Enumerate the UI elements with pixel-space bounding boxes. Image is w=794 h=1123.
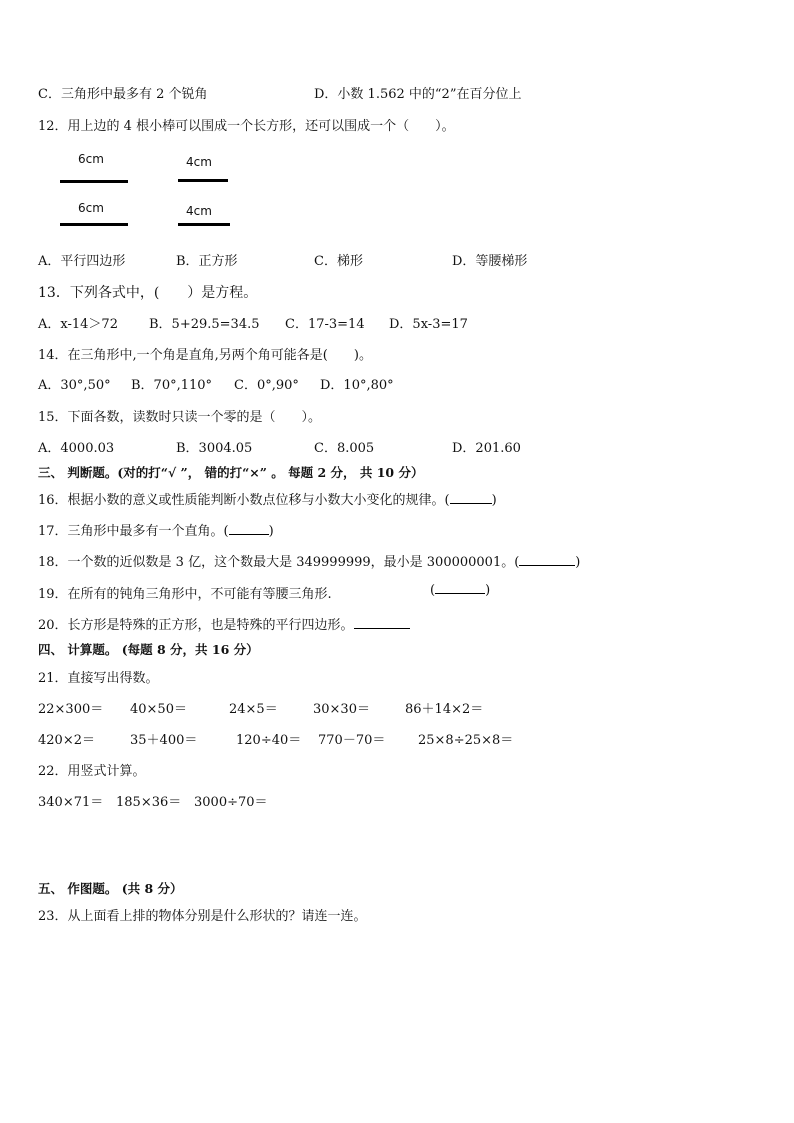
- q13-options: [0, 313, 794, 331]
- calc-item: 420×2＝: [38, 733, 95, 748]
- q21-row-2: [0, 729, 794, 747]
- q12-options: [0, 250, 794, 268]
- stick-label: 4cm: [186, 155, 212, 169]
- q11-option-c: C．三角形中最多有 2 个锐角: [38, 87, 208, 102]
- option-c: C．8.005: [314, 441, 375, 456]
- option-a: A．x-14＞72: [38, 317, 118, 332]
- option-a: A．4000.03: [38, 441, 115, 456]
- calc-item: 25×8÷25×8＝: [418, 733, 514, 748]
- stick-4cm: [178, 223, 230, 226]
- stick-6cm: [60, 180, 128, 183]
- q12-stem: 12．用上边的 4 根小棒可以围成一个长方形，还可以围成一个（ ）。: [38, 119, 455, 134]
- q20-stem: 20．长方形是特殊的正方形，也是特殊的平行四边形。: [38, 618, 354, 633]
- q19-answer: [430, 583, 490, 598]
- option-d: D．10°,80°: [320, 378, 394, 393]
- section-5-title: 五、 作图题。 (共 8 分）: [38, 881, 183, 896]
- q21-row-1: [0, 698, 794, 716]
- q17: [38, 520, 274, 539]
- answer-blank[interactable]: [450, 503, 492, 504]
- stick-label: 6cm: [78, 201, 104, 215]
- option-c: C．梯形: [314, 254, 363, 269]
- q17-close: ): [268, 524, 274, 539]
- option-c: C．0°,90°: [234, 378, 299, 393]
- q19-close: ): [485, 583, 491, 598]
- calc-item: 120÷40＝: [236, 733, 302, 748]
- answer-blank[interactable]: [435, 593, 485, 594]
- stick-label: 6cm: [78, 152, 104, 166]
- q17-stem: 17．三角形中最多有一个直角。(: [38, 524, 229, 539]
- stick-label: 4cm: [186, 204, 212, 218]
- q23-stem: 23．从上面看上排的物体分别是什么形状的？请连一连。: [38, 909, 367, 924]
- q13-stem: 13．下列各式中，( ）是方程。: [38, 285, 258, 301]
- q19-open: (: [430, 583, 436, 598]
- calc-item: 185×36＝: [116, 795, 182, 810]
- q22-stem: 22．用竖式计算。: [38, 764, 146, 779]
- option-b: B．正方形: [176, 254, 238, 269]
- calc-item: 340×71＝: [38, 795, 104, 810]
- option-c: C．17-3=14: [285, 317, 365, 332]
- q11-option-d: D．小数 1.562 中的“2”在百分位上: [314, 87, 522, 102]
- q15-stem: 15．下面各数，读数时只读一个零的是（ ）。: [38, 410, 322, 425]
- option-a: A．平行四边形: [38, 254, 126, 269]
- q14-options: [0, 374, 794, 392]
- q16: [38, 489, 497, 508]
- section-3-title: 三、 判断题。(对的打“√ ”， 错的打“×” 。 每题 2 分， 共 10 分）: [38, 465, 424, 480]
- answer-blank[interactable]: [519, 565, 575, 566]
- section-4-title: 四、 计算题。 (每题 8 分，共 16 分）: [38, 642, 259, 657]
- q22-row: [0, 791, 794, 809]
- q19-stem: 19．在所有的钝角三角形中，不可能有等腰三角形.: [38, 587, 332, 602]
- calc-item: 35＋400＝: [130, 733, 198, 748]
- q18: [38, 551, 580, 570]
- q20: [38, 614, 410, 633]
- calc-item: 86＋14×2＝: [405, 702, 484, 717]
- calc-item: 30×30＝: [313, 702, 370, 717]
- calc-item: 770－70＝: [318, 733, 386, 748]
- option-d: D．等腰梯形: [452, 254, 528, 269]
- q18-close: ): [575, 555, 581, 570]
- q15-options: [0, 437, 794, 455]
- q16-close: ): [491, 493, 497, 508]
- option-d: D．5x-3=17: [389, 317, 468, 332]
- answer-blank[interactable]: [354, 628, 410, 629]
- calc-item: 22×300＝: [38, 702, 104, 717]
- calc-item: 3000÷70＝: [194, 795, 268, 810]
- option-b: B．3004.05: [176, 441, 253, 456]
- option-d: D．201.60: [452, 441, 521, 456]
- option-a: A．30°,50°: [38, 378, 111, 393]
- q14-stem: 14．在三角形中,一个角是直角,另两个角可能各是( )。: [38, 348, 372, 363]
- stick-6cm: [60, 223, 128, 226]
- q21-stem: 21．直接写出得数。: [38, 671, 159, 686]
- calc-item: 24×5＝: [229, 702, 278, 717]
- stick-4cm: [178, 179, 228, 182]
- answer-blank[interactable]: [229, 534, 269, 535]
- q18-stem: 18．一个数的近似数是 3 亿，这个数最大是 349999999，最小是 300000001。(: [38, 555, 520, 570]
- option-b: B．5+29.5=34.5: [149, 317, 260, 332]
- calc-item: 40×50＝: [130, 702, 187, 717]
- option-b: B．70°,110°: [131, 378, 213, 393]
- q16-stem: 16．根据小数的意义或性质能判断小数点位移与小数大小变化的规律。(: [38, 493, 450, 508]
